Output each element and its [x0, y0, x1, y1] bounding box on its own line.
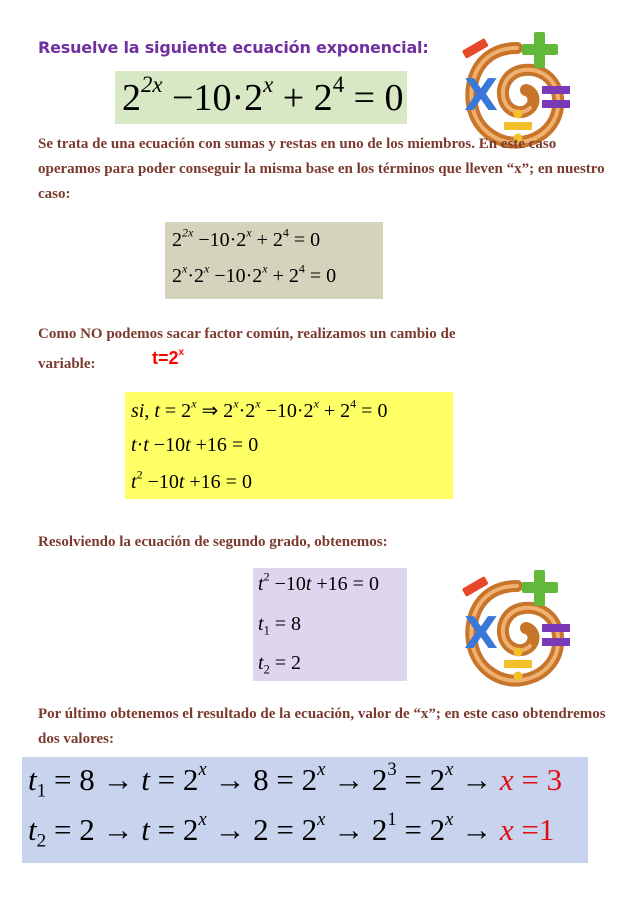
svg-text:X: X	[464, 70, 498, 121]
step3-line3: $t_2 = 2$	[258, 652, 302, 677]
change-variable-text: Como NO podemos sacar factor común, realizamos un cambio de	[38, 326, 456, 342]
step1-line2: $2^x\cdot 2^x -10\cdot 2^x + 2^4 = 0$	[172, 261, 337, 287]
step3-line1: $t^2 -10t +16 = 0$	[258, 569, 379, 595]
final-line1: $t_1 = 8 \to t = 2^x \to 8 = 2^x \to 2^3 = 2^x \to x = 3$	[28, 759, 563, 802]
final-line2: $t_2 = 2 \to t = 2^x \to 2 = 2^x \to 2^1 = 2^x \to x =1$	[28, 809, 555, 852]
page-title: Resuelve la siguiente ecuación exponencial:	[38, 38, 429, 57]
math-operators-icon	[456, 566, 578, 694]
substitution-label: $t=2^x$	[152, 347, 185, 368]
svg-text:X: X	[464, 608, 498, 659]
intro-paragraph: Se trata de una ecuación con sumas y restas en uno de los miembros. En este caso operamos para poder conseguir la misma base en los términos que lleven “x”; en nuestro caso:	[38, 136, 605, 202]
final-text: Por último obtenemos el resultado de la ecuación, valor de “x”; en este caso obtendremos dos valores:	[38, 706, 606, 747]
step3-line2: $t_1 = 8$	[258, 613, 302, 638]
step1-line1: $2^{2x} -10\cdot 2^x + 2^4 = 0$	[172, 225, 321, 251]
step2-line1: si, $t = 2^x$ ⇒ $2^x\cdot 2^x -10\cdot 2^x + 2^4 = 0$	[131, 396, 388, 422]
step2-line3: $t^2 -10t +16 = 0$	[131, 467, 252, 493]
main-equation: $2^{2x} -10\cdot 2^x + 2^4 = 0$	[122, 71, 404, 119]
solve-text: Resolviendo la ecuación de segundo grado, obtenemos:	[38, 534, 388, 550]
step2-line2: t·t −10t +16 = 0	[131, 434, 259, 456]
variable-label: variable:	[38, 356, 96, 372]
